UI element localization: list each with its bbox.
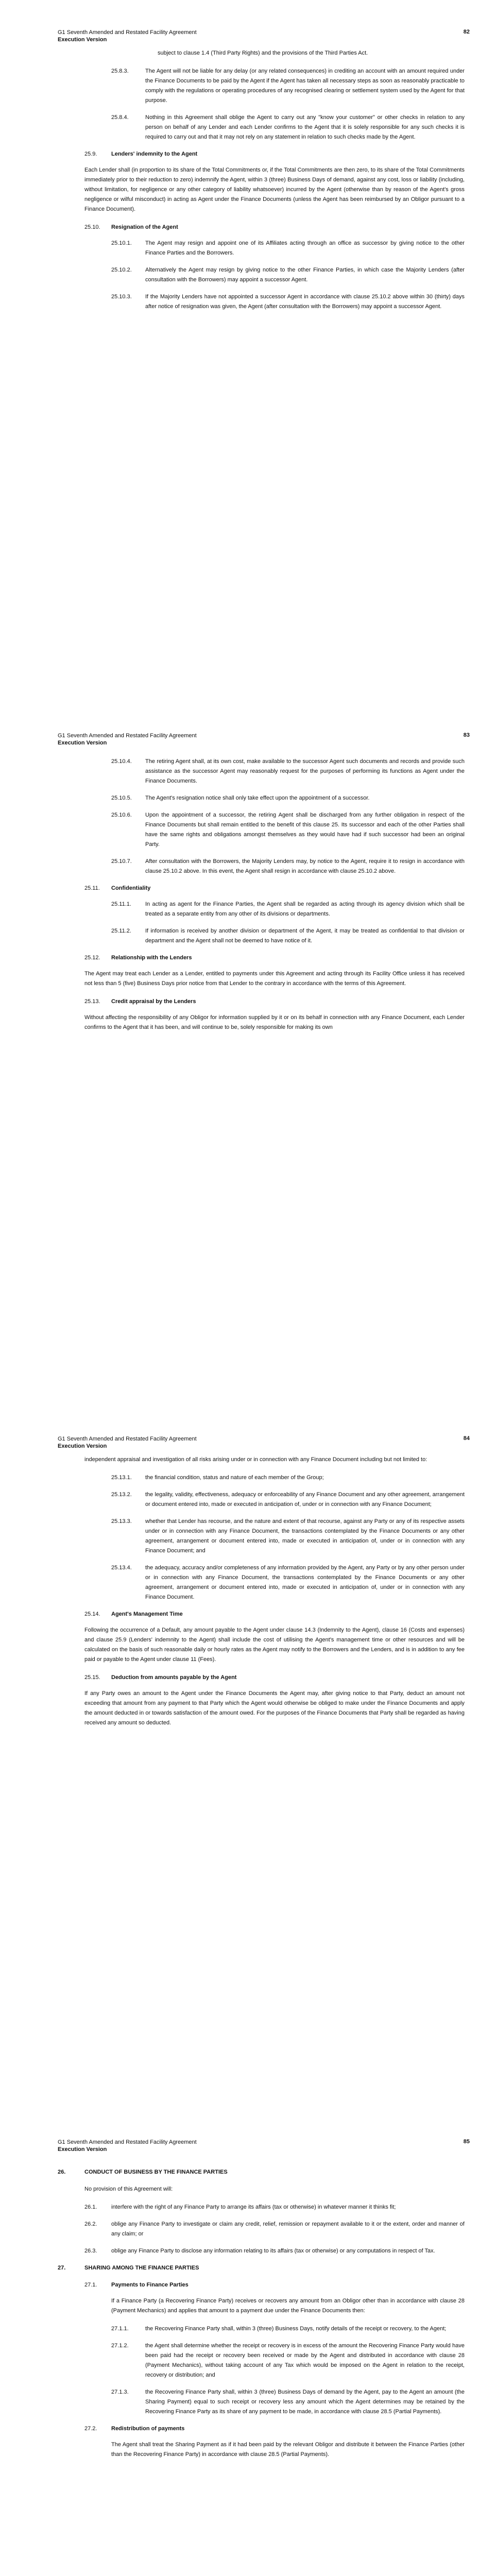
section-number: 25.9. (84, 151, 97, 157)
clause-number: 25.10.1. (111, 240, 132, 246)
clause-number: 25.8.4. (111, 114, 129, 121)
page-number: 82 (463, 29, 470, 35)
article-number: 26. (58, 2169, 66, 2175)
section-heading (58, 1673, 465, 1683)
clause-text: The retiring Agent shall, at its own cost, make available to the successor Agent such documents and records and provide such assistance as the successor Agent may reasonably request for the purposes of performing its functions as Agent under the Finance Documents. (145, 758, 465, 784)
clause-text: the financial condition, status and nature of each member of the Group; (145, 1475, 324, 1481)
header-title: G1 Seventh Amended and Restated Facility Agreement (58, 2139, 197, 2145)
clause-number: 26.2. (84, 2221, 97, 2227)
page-header (58, 732, 470, 747)
section-heading (58, 884, 465, 893)
clause-number: 27.1.3. (111, 2389, 129, 2395)
article-number: 27. (58, 2265, 66, 2271)
clause-text: The Agent may resign and appoint one of its Affiliates acting through an office as successor by giving notice to the other Finance Parties and the Borrowers. (145, 240, 465, 256)
page-82 (0, 0, 497, 703)
clause-text: oblige any Finance Party to investigate or claim any credit, relief, remission or repayment available to it or the extent, order and manner of any claim; or (111, 2221, 465, 2237)
article-heading (58, 2263, 465, 2273)
section-paragraph: Following the occurrence of a Default, any amount payable to the Agent under clause 14.3 (Indemnity to the Agent), clause 16 (Costs and expenses) and clause 25.9 (Lenders' indemnity to the Agent) shall include the cost of utilising the Agent's management time or other resources and will be calculated on the basis of such reasonable daily or hourly rates as the Agent may notify to the Borrowers and the Lenders, and is in addition to any fee paid or payable to the Agent under clause 11 (Fees). (84, 1627, 465, 1663)
clause-number: 25.10.3. (111, 294, 132, 300)
clause-number: 25.10.2. (111, 267, 132, 273)
clause (58, 1517, 465, 1556)
clause (58, 1490, 465, 1510)
clause-number: 25.10.6. (111, 812, 132, 818)
page-85 (0, 2110, 497, 2576)
clause-number: 26.3. (84, 2248, 97, 2254)
clause-number: 25.13.3. (111, 1518, 132, 1524)
clause-number: 25.11.1. (111, 901, 131, 907)
continuation-text: subject to clause 1.4 (Third Party Rights) and the provisions of the Third Parties Act. (158, 50, 368, 56)
section-heading (58, 1609, 465, 1619)
header-version: Execution Version (58, 2146, 107, 2153)
clause-number: 25.8.3. (111, 68, 129, 74)
clause (58, 857, 465, 876)
section-number: 25.10. (84, 224, 100, 230)
article-heading (58, 2167, 465, 2177)
section-title: Redistribution of payments (111, 2426, 185, 2432)
section-number: 25.13. (84, 998, 100, 1005)
clause-text: the legality, validity, effectiveness, adequacy or enforceability of any Finance Document and any other agreement, arrangement or document entered into, made or executed in anticipation of, under or in connection with any Finance Document; (145, 1492, 465, 1507)
clause-text: the Recovering Finance Party shall, within 3 (three) Business Days of demand by the Agent, pay to the Agent an amount (the Sharing Payment) equal to such receipt or recovery less any amount which the Agent determines may be retained by the Recovering Finance Party as its share of any payment to be made, in accordance with clause 28.5 (Partial Payments). (145, 2389, 465, 2415)
section-title: Payments to Finance Parties (111, 2282, 188, 2288)
clause-text: After consultation with the Borrowers, the Majority Lenders may, by notice to the Agent, require it to resign in accordance with clause 25.10.2 above. In this event, the Agent shall resign in accordance with clause 25.10.2 above. (145, 858, 465, 874)
section-paragraph: The Agent shall treat the Sharing Payment as if it had been paid by the relevant Obligor and distribute it between the Finance Parties (other than the Recovering Finance Party) in accordance with clause 28.5 (Partial Payments). (111, 2442, 465, 2458)
section-paragraph: Without affecting the responsibility of any Obligor for information supplied by it or on its behalf in connection with any Finance Document, each Lender confirms to the Agent that it has been, and will continue to be, solely responsible for making its own (84, 1014, 465, 1030)
section-number: 25.15. (84, 1674, 100, 1681)
header-version: Execution Version (58, 37, 107, 43)
clause (58, 1473, 465, 1483)
clause (58, 2341, 465, 2380)
clause-text: In acting as agent for the Finance Parties, the Agent shall be regarded as acting through its agency division which shall be treated as a separate entity from any other of its divisions or departments. (145, 901, 465, 917)
page-83 (0, 703, 497, 1406)
clause (58, 292, 465, 312)
clause-text: whether that Lender has recourse, and the nature and extent of that recourse, against any Party or any of its respective assets under or in connection with any Finance Document, the transactions contemplated by the Finance Documents or any other agreement, arrangement or document entered into, made or executed in anticipation of, under or in connection with any Finance Document; and (145, 1518, 465, 1554)
article-intro: No provision of this Agreement will: (84, 2186, 173, 2192)
section-paragraph: If a Finance Party (a Recovering Finance Party) receives or recovers any amount from an Obligor other than in accordance with clause 28 (Payment Mechanics) and applies that amount to a payment due under the Finance Documents then: (111, 2298, 465, 2314)
section-number: 25.11. (84, 885, 100, 891)
clause-text: oblige any Finance Party to disclose any information relating to its affairs (tax or otherwise) or any computations in respect of Tax. (111, 2248, 435, 2254)
clause (58, 265, 465, 285)
clause (58, 757, 465, 786)
section-heading (58, 2424, 465, 2434)
section-heading (58, 149, 465, 159)
clause-number: 27.1.2. (111, 2343, 129, 2349)
header-title: G1 Seventh Amended and Restated Facility Agreement (58, 29, 197, 36)
clause (58, 1563, 465, 1602)
section-title: Credit appraisal by the Lenders (111, 998, 196, 1005)
page-header (58, 1435, 470, 1450)
section-heading (58, 953, 465, 963)
clause (58, 2324, 465, 2334)
section-paragraph: The Agent may treat each Lender as a Lender, entitled to payments under this Agreement and acting through its Facility Office unless it has received not less than 5 (five) Business Days prior notice from that Lender to the contrary in accordance with the terms of this Agreement. (84, 971, 465, 987)
page-number: 85 (463, 2139, 470, 2145)
section-number: 25.14. (84, 1611, 100, 1617)
header-title: G1 Seventh Amended and Restated Facility Agreement (58, 733, 197, 739)
section-title: Relationship with the Lenders (111, 955, 192, 961)
section-number: 27.1. (84, 2282, 97, 2288)
section-title: Deduction from amounts payable by the Agent (111, 1674, 237, 1681)
clause-text: If information is received by another division or department of the Agent, it may be treated as confidential to that division or department and the Agent shall not be deemed to have notice of it. (145, 928, 465, 944)
clause-number: 25.10.7. (111, 858, 132, 865)
section-heading (58, 2280, 465, 2290)
section-paragraph: If any Party owes an amount to the Agent under the Finance Documents the Agent may, after giving notice to that Party, deduct an amount not exceeding that amount from any payment to that Party which the Agent would otherwise be obliged to make under the Finance Documents and apply the amount deducted in or towards satisfaction of the amount owed. For the purposes of the Finance Documents that Party shall be regarded as having received any amount so deducted. (84, 1690, 465, 1726)
header-title: G1 Seventh Amended and Restated Facility Agreement (58, 1436, 197, 1442)
clause (58, 239, 465, 258)
section-title: Lenders' indemnity to the Agent (111, 151, 198, 157)
clause-text: The Agent's resignation notice shall only take effect upon the appointment of a successor. (145, 795, 370, 801)
clause (58, 793, 465, 803)
section-number: 25.12. (84, 955, 100, 961)
page-number: 83 (463, 732, 470, 738)
section-heading (58, 997, 465, 1007)
clause (58, 2246, 465, 2256)
clause-text: Upon the appointment of a successor, the retiring Agent shall be discharged from any further obligation in respect of the Finance Documents but shall remain entitled to the benefit of this clause 25. Its successor and each of the other Parties shall have the same rights and obligations amongst themselves as they would have had if such successor had been an original Party. (145, 812, 465, 848)
page-header (58, 2139, 470, 2153)
article-title: SHARING AMONG THE FINANCE PARTIES (84, 2265, 199, 2271)
clause-number: 26.1. (84, 2204, 97, 2210)
clause (58, 2219, 465, 2239)
clause-number: 25.11.2. (111, 928, 131, 934)
clause-number: 25.10.4. (111, 758, 132, 765)
section-title: Resignation of the Agent (111, 224, 178, 230)
section-title: Agent's Management Time (111, 1611, 183, 1617)
clause-number: 25.13.4. (111, 1565, 132, 1571)
clause-text: Nothing in this Agreement shall oblige the Agent to carry out any "know your customer" or other checks in relation to any person on behalf of any Lender and each Lender confirms to the Agent that it is solely responsible for any such checks it is required to carry out and that it may not rely on any statement in relation to such checks made by the Agent. (145, 114, 465, 140)
clause-text: Alternatively the Agent may resign by giving notice to the other Finance Parties, in which case the Majority Lenders (after consultation with the Borrowers) may appoint a successor Agent. (145, 267, 465, 283)
clause-text: interfere with the right of any Finance Party to arrange its affairs (tax or otherwise) in whatever manner it thinks fit; (111, 2204, 396, 2210)
clause-text: the Agent shall determine whether the receipt or recovery is in excess of the amount the Recovering Finance Party would have been paid had the receipt or recovery been received or made by the Agent and distributed in accordance with clause 28 (Payment Mechanics), without taking account of any Tax which would be imposed on the Agent in relation to the receipt, recovery or distribution; and (145, 2343, 465, 2378)
clause-text: The Agent will not be liable for any delay (or any related consequences) in crediting an account with an amount required under the Finance Documents to be paid by the Agent if the Agent has taken all necessary steps as soon as reasonably practicable to comply with the regulations or operating procedures of any recognised clearing or settlement system used by the Agent for that purpose. (145, 68, 465, 104)
continuation-text: independent appraisal and investigation of all risks arising under or in connection with any Finance Document including but not limited to: (84, 1456, 427, 1463)
page-number: 84 (463, 1435, 470, 1442)
clause-number: 25.13.1. (111, 1475, 132, 1481)
section-number: 27.2. (84, 2426, 97, 2432)
article-title: CONDUCT OF BUSINESS BY THE FINANCE PARTIES (84, 2169, 228, 2175)
clause-text: If the Majority Lenders have not appointed a successor Agent in accordance with clause 25.10.2 above within 30 (thirty) days after notice of resignation was given, the Agent (after consultation with the Borrowers) may appoint a successor Agent. (145, 294, 465, 310)
page-header (58, 29, 470, 43)
section-heading (58, 223, 465, 232)
clause (58, 2387, 465, 2417)
clause (58, 2202, 465, 2212)
clause (58, 926, 465, 946)
clause (58, 66, 465, 106)
header-version: Execution Version (58, 1443, 107, 1449)
clause-text: the adequacy, accuracy and/or completeness of any information provided by the Agent, any Party or by any other person under or in connection with any Finance Document, the transactions contemplated by the Finance Documents or any other agreement, arrangement or document entered into, made or executed in anticipation of, under or in connection with any Finance Document. (145, 1565, 465, 1600)
clause (58, 113, 465, 142)
clause-number: 25.13.2. (111, 1492, 132, 1498)
clause (58, 900, 465, 919)
section-paragraph: Each Lender shall (in proportion to its share of the Total Commitments or, if the Total Commitments are then zero, to its share of the Total Commitments immediately prior to their reduction to zero) indemnify the Agent, within 3 (three) Business Days of demand, against any cost, loss or liability (including, without limitation, for negligence or any other category of liability whatsoever) incurred by the Agent (otherwise than by reason of the Agent's gross negligence or wilful misconduct) in acting as Agent under the Finance Documents (unless the Agent has been reimbursed by an Obligor pursuant to a Finance Document). (84, 167, 465, 212)
clause-number: 25.10.5. (111, 795, 132, 801)
section-title: Confidentiality (111, 885, 151, 891)
clause-number: 27.1.1. (111, 2326, 129, 2332)
header-version: Execution Version (58, 740, 107, 746)
clause-text: the Recovering Finance Party shall, within 3 (three) Business Days, notify details of the receipt or recovery, to the Agent; (145, 2326, 447, 2332)
page-84 (0, 1406, 497, 2110)
clause (58, 810, 465, 850)
